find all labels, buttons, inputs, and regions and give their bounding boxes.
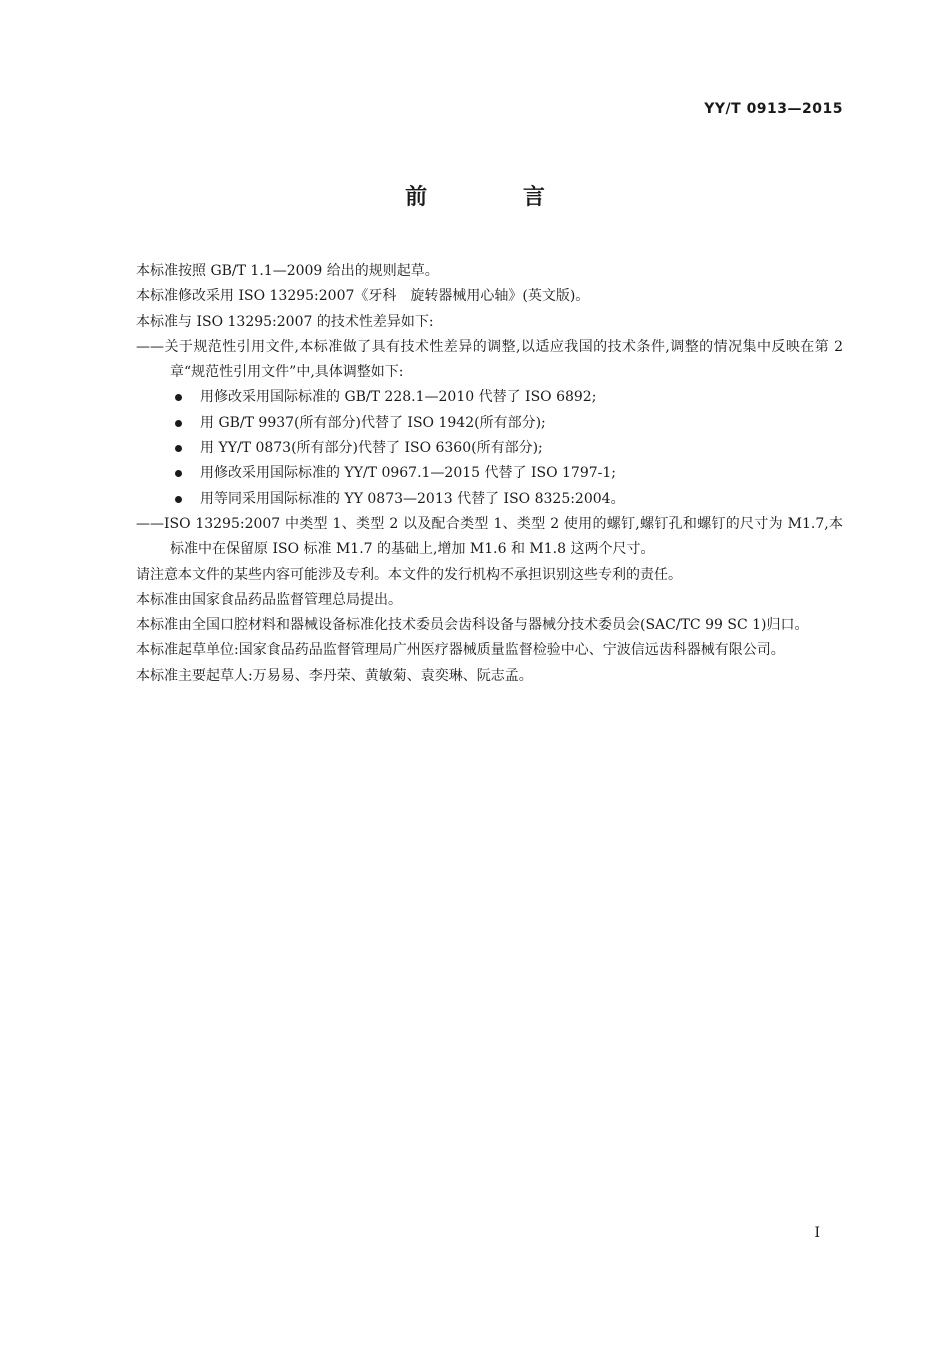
paragraph-adoption: 本标准修改采用 ISO 13295:2007《牙科 旋转器械用心轴》(英文版)。 bbox=[136, 288, 590, 305]
paragraph-drafting-rule: 本标准按照 GB/T 1.1—2009 给出的规则起草。 bbox=[136, 263, 439, 279]
preface-body bbox=[108, 259, 843, 689]
list-item bbox=[108, 487, 843, 512]
paragraph-patent-notice: 请注意本文件的某些内容可能涉及专利。本文件的发行机构不承担识别这些专利的责任。 bbox=[136, 566, 682, 583]
dash-item-normative-references: ——关于规范性引用文件,本标准做了具有技术性差异的调整,以适应我国的技术条件,调整的情况集中反映在第 2 章“规范性引用文件”中,具体调整如下: bbox=[136, 338, 843, 381]
paragraph-drafters: 本标准主要起草人:万易易、李丹荣、黄敏菊、袁奕琳、阮志孟。 bbox=[136, 667, 533, 684]
list-item bbox=[108, 436, 843, 461]
bullet-icon bbox=[175, 496, 182, 503]
bullet-icon bbox=[175, 470, 182, 477]
paragraph-administered-by: 本标准由全国口腔材料和器械设备标准化技术委员会齿科设备与器械分技术委员会(SAC/TC 99 SC 1)归口。 bbox=[136, 617, 809, 634]
bullet-icon bbox=[175, 394, 182, 401]
page-number: I bbox=[814, 1225, 820, 1241]
bullet-list bbox=[108, 385, 843, 511]
dash-item-screw-sizes: ——ISO 13295:2007 中类型 1、类型 2 以及配合类型 1、类型 2 使用的螺钉,螺钉孔和螺钉的尺寸为 M1.7,本标准中在保留原 ISO 标准 M1.7 的基础上,增加 M1.6 和 M1.8 这两个尺寸。 bbox=[136, 515, 843, 558]
page-title: 前 言 bbox=[405, 185, 589, 210]
list-item bbox=[108, 461, 843, 486]
bullet-text: 用 YY/T 0873(所有部分)代替了 ISO 6360(所有部分); bbox=[200, 440, 543, 457]
list-item bbox=[108, 411, 843, 436]
paragraph-proposer: 本标准由国家食品药品监督管理总局提出。 bbox=[136, 591, 402, 608]
bullet-text: 用修改采用国际标准的 GB/T 228.1—2010 代替了 ISO 6892; bbox=[200, 389, 597, 406]
bullet-icon bbox=[175, 420, 182, 427]
bullet-icon bbox=[175, 445, 182, 452]
list-item bbox=[108, 385, 843, 410]
standard-code: YY/T 0913—2015 bbox=[704, 101, 843, 117]
bullet-text: 用 GB/T 9937(所有部分)代替了 ISO 1942(所有部分); bbox=[200, 414, 546, 431]
bullet-text: 用等同采用国际标准的 YY 0873—2013 代替了 ISO 8325:2004。 bbox=[200, 490, 625, 507]
paragraph-drafting-units: 本标准起草单位:国家食品药品监督管理局广州医疗器械质量监督检验中心、宁波信远齿科器械有限公司。 bbox=[136, 642, 785, 659]
bullet-text: 用修改采用国际标准的 YY/T 0967.1—2015 代替了 ISO 1797-1; bbox=[200, 465, 616, 482]
paragraph-differences-intro: 本标准与 ISO 13295:2007 的技术性差异如下: bbox=[136, 313, 434, 330]
